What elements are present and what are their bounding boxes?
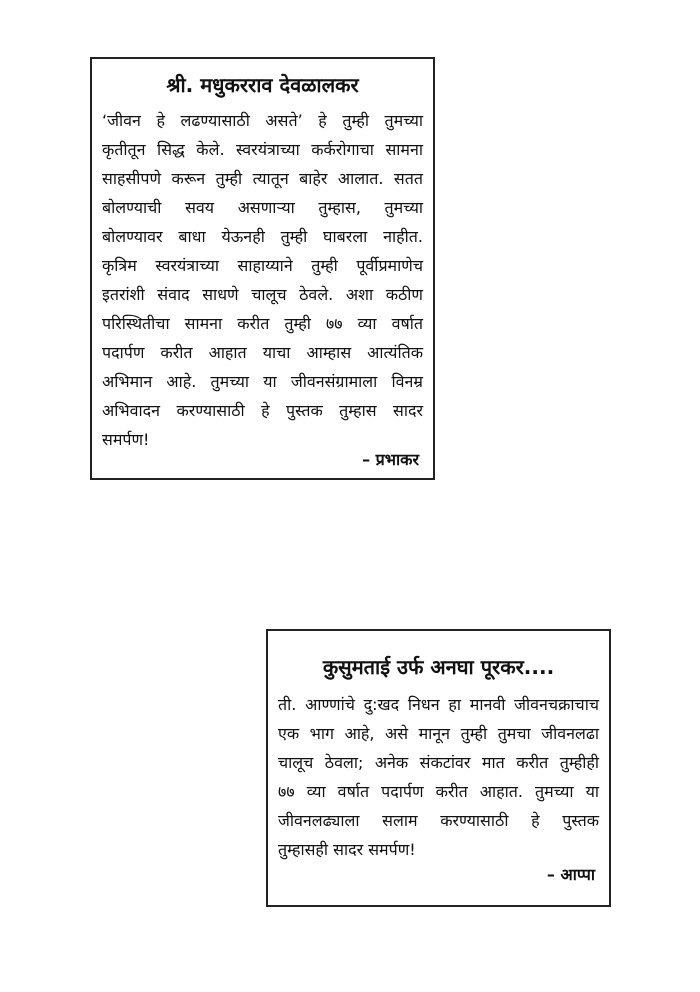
- dedication-line: कृतीतून सिद्ध केले. स्वरयंत्राच्या कर्करोगाचा सामना: [102, 140, 423, 159]
- dedication-line: ती. आण्णांचे दु:खद निधन हा मानवी जीवनचक्राचाच: [278, 695, 599, 714]
- dedication-line: अभिमान आहे. तुमच्या या जीवनसंग्रामाला विनम्र: [102, 372, 423, 391]
- dedication-line: अभिवादन करण्यासाठी हे पुस्तक तुम्हास सादर: [102, 401, 423, 420]
- dedication-line: इतरांशी संवाद साधणे चालूच ठेवले. अशा कठीण: [102, 285, 423, 304]
- dedication-title: कुसुमताई उर्फ अनघा पूरकर....: [322, 655, 555, 679]
- dedication-line: पदार्पण करीत आहात याचा आम्हास आत्यंतिक: [102, 343, 423, 362]
- dedication-line: बोलण्याची सवय असणाऱ्या तुम्हास, तुमच्या: [102, 198, 423, 217]
- dedication-line: साहसीपणे करून तुम्ही त्यातून बाहेर आलात. सतत: [102, 169, 423, 188]
- dedication-line: बोलण्यावर बाधा येऊनही तुम्ही घाबरला नाहीत.: [102, 227, 423, 246]
- dedication-box-kusumtai: [266, 629, 611, 907]
- dedication-title: श्री. मधुकरराव देवळालकर: [166, 73, 359, 97]
- dedication-line: एक भाग आहे, असे मानून तुम्ही तुमचा जीवनलढा: [278, 724, 599, 743]
- dedication-line: ‘जीवन हे लढण्यासाठी असते’ हे तुम्ही तुमच्या: [102, 111, 423, 130]
- dedication-line: ७७ व्या वर्षात पदार्पण करीत आहात. तुमच्या या: [278, 782, 599, 801]
- dedication-line: परिस्थितीचा सामना करीत तुम्ही ७७ व्या वर्षात: [102, 314, 423, 333]
- dedication-box-madhukarrao: [90, 57, 435, 480]
- dedication-line: जीवनलढ्याला सलाम करण्यासाठी हे पुस्तक: [278, 811, 599, 830]
- dedication-line: कृत्रिम स्वरयंत्राच्या साहाय्याने तुम्ही पूर्वीप्रमाणेच: [102, 256, 423, 275]
- dedication-signature: – प्रभाकर: [362, 450, 419, 469]
- dedication-line: समर्पण!: [102, 430, 150, 449]
- dedication-signature: – आप्पा: [546, 865, 595, 884]
- dedication-line: चालूच ठेवला; अनेक संकटांवर मात करीत तुम्हीही: [278, 753, 599, 772]
- dedication-line: तुम्हासही सादर समर्पण!: [278, 840, 416, 859]
